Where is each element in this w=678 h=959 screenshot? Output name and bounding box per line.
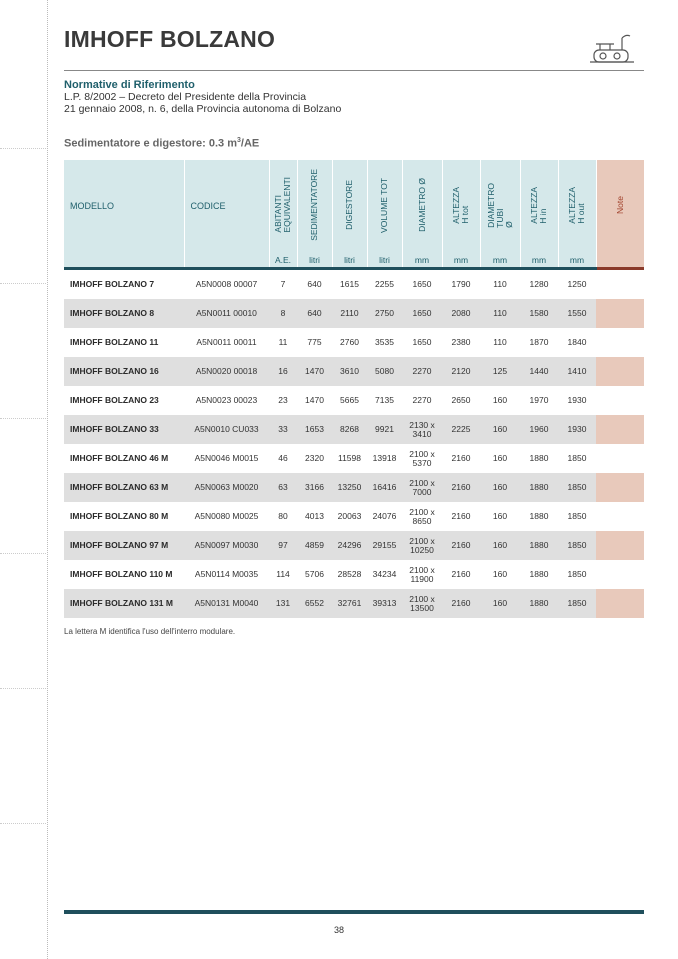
header-diametro: DIAMETRO Ø [402, 160, 442, 252]
cell-altezza-tot: 2225 [442, 415, 480, 444]
unit-cell: litri [367, 252, 402, 269]
table-units-row [64, 252, 644, 269]
cell-sedimentatore: 1653 [297, 415, 332, 444]
footer-divider [64, 910, 644, 914]
cell-sedimentatore: 640 [297, 299, 332, 328]
normative-heading: Normative di Riferimento [64, 79, 195, 91]
cell-modello: IMHOFF BOLZANO 110 M [70, 569, 173, 579]
cell-altezza-tot: 2080 [442, 299, 480, 328]
cell-abitanti: 131 [269, 589, 297, 618]
cell-sedimentatore: 3166 [297, 473, 332, 502]
cell-altezza-out: 1850 [567, 453, 587, 463]
cell-altezza-tot: 2160 [442, 473, 480, 502]
cell-codice: A5N0008 00007 [195, 279, 258, 289]
table-row [64, 560, 644, 589]
cell-codice: A5N0020 00018 [184, 357, 269, 386]
cell-volume-tot: 3535 [375, 337, 394, 347]
gutter-mark [0, 823, 46, 824]
page-gutter [47, 0, 48, 959]
header-abitanti: ABITANTI EQUIVALENTI [269, 160, 297, 252]
cell-modello: IMHOFF BOLZANO 11 [70, 337, 159, 347]
cell-codice: A5N0023 00023 [195, 395, 258, 405]
cell-volume-tot: 24076 [372, 511, 397, 521]
cell-sedimentatore: 1470 [305, 395, 324, 405]
cell-diametro: 2100 x 7000 [402, 473, 442, 502]
cell-modello: IMHOFF BOLZANO 8 [64, 299, 184, 328]
cell-abitanti: 23 [278, 395, 288, 405]
header-altezza-in: ALTEZZA H in [520, 160, 558, 252]
cell-sedimentatore: 5706 [305, 569, 324, 579]
cell-altezza-out: 1930 [567, 395, 587, 405]
page-number: 38 [333, 925, 344, 935]
table-row [64, 386, 644, 415]
cell-altezza-in: 1880 [529, 569, 549, 579]
page-title: IMHOFF BOLZANO [64, 26, 276, 52]
cell-volume-tot: 16416 [367, 473, 402, 502]
table-header-row [64, 160, 644, 252]
cell-altezza-tot: 1790 [451, 279, 471, 289]
cell-modello: IMHOFF BOLZANO 23 [70, 395, 159, 405]
cell-volume-tot: 7135 [375, 395, 394, 405]
table-row [64, 589, 644, 618]
cell-altezza-in: 1880 [520, 473, 558, 502]
table-row [64, 269, 644, 300]
unit-cell [596, 252, 644, 269]
cell-modello: IMHOFF BOLZANO 63 M [64, 473, 184, 502]
cell-altezza-out: 1850 [558, 531, 596, 560]
cell-codice: A5N0131 M0040 [184, 589, 269, 618]
specifications-table [64, 160, 644, 618]
cell-volume-tot: 13918 [372, 453, 397, 463]
cell-altezza-out: 1840 [567, 337, 587, 347]
cell-altezza-in: 1960 [520, 415, 558, 444]
subtitle-suffix: /AE [240, 137, 260, 150]
cell-digestore: 2110 [332, 299, 367, 328]
cell-diametro-tubi: 160 [492, 395, 508, 405]
cell-note [596, 357, 644, 386]
table-body [64, 269, 644, 619]
cell-altezza-in: 1280 [529, 279, 549, 289]
header-altezza-out: ALTEZZA H out [558, 160, 596, 252]
cell-modello: IMHOFF BOLZANO 16 [64, 357, 184, 386]
cell-altezza-in: 1880 [520, 531, 558, 560]
cell-altezza-in: 1870 [529, 337, 549, 347]
cell-digestore: 24296 [332, 531, 367, 560]
cell-volume-tot: 29155 [367, 531, 402, 560]
cell-altezza-in: 1880 [529, 511, 549, 521]
cell-codice: A5N0063 M0020 [184, 473, 269, 502]
gutter-mark [0, 148, 46, 149]
cell-abitanti: 7 [280, 279, 286, 289]
cell-altezza-tot: 2160 [451, 569, 471, 579]
cell-note [596, 560, 644, 589]
table-row [64, 299, 644, 328]
cell-diametro-tubi: 160 [492, 569, 508, 579]
cell-diametro: 2100 x 8650 [409, 506, 435, 526]
cell-codice: A5N0080 M0025 [194, 511, 259, 521]
cell-digestore: 3610 [332, 357, 367, 386]
cell-diametro-tubi: 160 [480, 473, 520, 502]
cell-sedimentatore: 6552 [297, 589, 332, 618]
cell-altezza-tot: 2160 [451, 453, 471, 463]
cell-modello: IMHOFF BOLZANO 46 M [70, 453, 169, 463]
normative-line-1: L.P. 8/2002 – Decreto del Presidente della Provincia [64, 91, 307, 103]
cell-altezza-out: 1930 [558, 415, 596, 444]
cell-digestore: 5665 [340, 395, 359, 405]
unit-cell: mm [520, 252, 558, 269]
table-row [64, 357, 644, 386]
cell-altezza-in: 1440 [520, 357, 558, 386]
cell-altezza-in: 1970 [529, 395, 549, 405]
cell-diametro-tubi: 160 [480, 415, 520, 444]
cell-codice: A5N0011 00010 [184, 299, 269, 328]
cell-diametro-tubi: 160 [480, 589, 520, 618]
gutter-mark [0, 283, 46, 284]
cell-altezza-tot: 2160 [442, 589, 480, 618]
cell-modello: IMHOFF BOLZANO 7 [70, 279, 155, 289]
table-row [64, 328, 644, 357]
unit-cell [184, 252, 269, 269]
cell-diametro-tubi: 110 [493, 337, 507, 347]
cell-modello: IMHOFF BOLZANO 131 M [64, 589, 184, 618]
cell-digestore: 8268 [332, 415, 367, 444]
cell-diametro-tubi: 160 [480, 531, 520, 560]
cell-diametro: 2130 x 3410 [402, 415, 442, 444]
cell-altezza-tot: 2380 [451, 337, 471, 347]
cell-diametro: 2270 [402, 357, 442, 386]
cell-digestore: 32761 [332, 589, 367, 618]
subtitle-prefix: Sedimentatore e digestore: 0.3 m [64, 137, 237, 150]
header-modello: MODELLO [64, 160, 184, 252]
table-row [64, 415, 644, 444]
cell-diametro-tubi: 160 [492, 453, 508, 463]
cell-abitanti: 114 [276, 569, 290, 579]
cell-altezza-out: 1850 [567, 569, 587, 579]
section-subtitle [64, 137, 259, 150]
unit-cell: A.E. [269, 252, 297, 269]
cell-altezza-out: 1850 [558, 473, 596, 502]
cell-codice: A5N0114 M0035 [194, 569, 259, 579]
cell-digestore: 28528 [337, 569, 362, 579]
cell-altezza-out: 1850 [558, 589, 596, 618]
cell-note [596, 415, 644, 444]
cell-volume-tot: 34234 [372, 569, 397, 579]
header-codice: CODICE [184, 160, 269, 252]
header-altezza-tot: ALTEZZA H tot [442, 160, 480, 252]
cell-digestore: 13250 [332, 473, 367, 502]
cell-abitanti: 80 [278, 511, 288, 521]
cell-altezza-tot: 2160 [442, 531, 480, 560]
cell-volume-tot: 2255 [375, 279, 394, 289]
cell-abitanti: 8 [269, 299, 297, 328]
normative-line-2: 21 gennaio 2008, n. 6, della Provincia autonoma di Bolzano [64, 103, 342, 115]
cell-altezza-out: 1850 [567, 511, 587, 521]
cell-note [596, 502, 644, 531]
cell-note [596, 589, 644, 618]
gutter-mark [0, 418, 46, 419]
cell-volume-tot: 2750 [367, 299, 402, 328]
cell-abitanti: 63 [269, 473, 297, 502]
cell-sedimentatore: 4859 [297, 531, 332, 560]
cell-abitanti: 11 [278, 337, 288, 347]
header-volume-tot: VOLUME TOT [367, 160, 402, 252]
subtitle-superscript: 3 [237, 137, 241, 144]
cell-note [596, 473, 644, 502]
gutter-mark [0, 553, 46, 554]
table-row [64, 502, 644, 531]
cell-diametro-tubi: 125 [480, 357, 520, 386]
cell-sedimentatore: 640 [307, 279, 322, 289]
unit-cell: mm [558, 252, 596, 269]
header-note: Note [596, 160, 644, 252]
cell-altezza-tot: 2160 [451, 511, 471, 521]
cell-altezza-in: 1580 [520, 299, 558, 328]
cell-altezza-tot: 2650 [451, 395, 471, 405]
table-row [64, 473, 644, 502]
cell-diametro-tubi: 110 [480, 299, 520, 328]
title-divider [64, 70, 644, 71]
unit-cell: mm [442, 252, 480, 269]
table-footnote: La lettera M identifica l'uso dell'interro modulare. [64, 627, 236, 636]
cell-modello: IMHOFF BOLZANO 33 [64, 415, 184, 444]
cell-abitanti: 16 [269, 357, 297, 386]
cell-altezza-in: 1880 [520, 589, 558, 618]
cell-digestore: 1615 [340, 279, 359, 289]
cell-codice: A5N0097 M0030 [184, 531, 269, 560]
cell-diametro: 2100 x 13500 [402, 589, 442, 618]
cell-sedimentatore: 775 [307, 337, 322, 347]
cell-abitanti: 46 [278, 453, 288, 463]
cell-modello: IMHOFF BOLZANO 80 M [70, 511, 169, 521]
cell-sedimentatore: 4013 [305, 511, 324, 521]
cell-note [596, 531, 644, 560]
cell-sedimentatore: 2320 [305, 453, 324, 463]
cell-volume-tot: 5080 [367, 357, 402, 386]
table-row [64, 531, 644, 560]
gutter-mark [0, 688, 46, 689]
cell-altezza-in: 1880 [529, 453, 549, 463]
unit-cell [64, 252, 184, 269]
cell-diametro-tubi: 110 [493, 279, 507, 289]
cell-abitanti: 33 [269, 415, 297, 444]
unit-cell: litri [297, 252, 332, 269]
cell-diametro: 1650 [412, 337, 432, 347]
cell-diametro: 1650 [412, 279, 432, 289]
cell-codice: A5N0010 CU033 [184, 415, 269, 444]
cell-diametro: 2270 [412, 395, 432, 405]
cell-volume-tot: 9921 [367, 415, 402, 444]
cell-volume-tot: 39313 [367, 589, 402, 618]
cell-digestore: 20063 [337, 511, 362, 521]
cell-diametro: 2100 x 5370 [409, 448, 435, 468]
cell-altezza-out: 1410 [558, 357, 596, 386]
cell-modello: IMHOFF BOLZANO 97 M [64, 531, 184, 560]
header-sedimentatore: SEDIMENTATORE [297, 160, 332, 252]
cell-altezza-out: 1550 [558, 299, 596, 328]
header-digestore: DIGESTORE [332, 160, 367, 252]
cell-diametro-tubi: 160 [492, 511, 508, 521]
cell-note [596, 269, 644, 300]
cell-note [596, 299, 644, 328]
cell-note [596, 328, 644, 357]
cell-digestore: 2760 [340, 337, 359, 347]
cell-altezza-tot: 2120 [442, 357, 480, 386]
table-row [64, 444, 644, 473]
unit-cell: mm [402, 252, 442, 269]
unit-cell: mm [480, 252, 520, 269]
cell-sedimentatore: 1470 [297, 357, 332, 386]
cell-abitanti: 97 [269, 531, 297, 560]
unit-cell: litri [332, 252, 367, 269]
septic-tank-logo-icon [588, 28, 636, 66]
cell-codice: A5N0046 M0015 [194, 453, 259, 463]
cell-codice: A5N0011 00011 [196, 337, 257, 347]
cell-note [596, 444, 644, 473]
cell-note [596, 386, 644, 415]
cell-altezza-out: 1250 [567, 279, 587, 289]
cell-digestore: 11598 [337, 453, 361, 463]
header-diametro-tubi: DIAMETRO TUBI Ø [480, 160, 520, 252]
cell-diametro: 2100 x 11900 [409, 564, 435, 584]
cell-diametro: 2100 x 10250 [402, 531, 442, 560]
cell-diametro: 1650 [402, 299, 442, 328]
